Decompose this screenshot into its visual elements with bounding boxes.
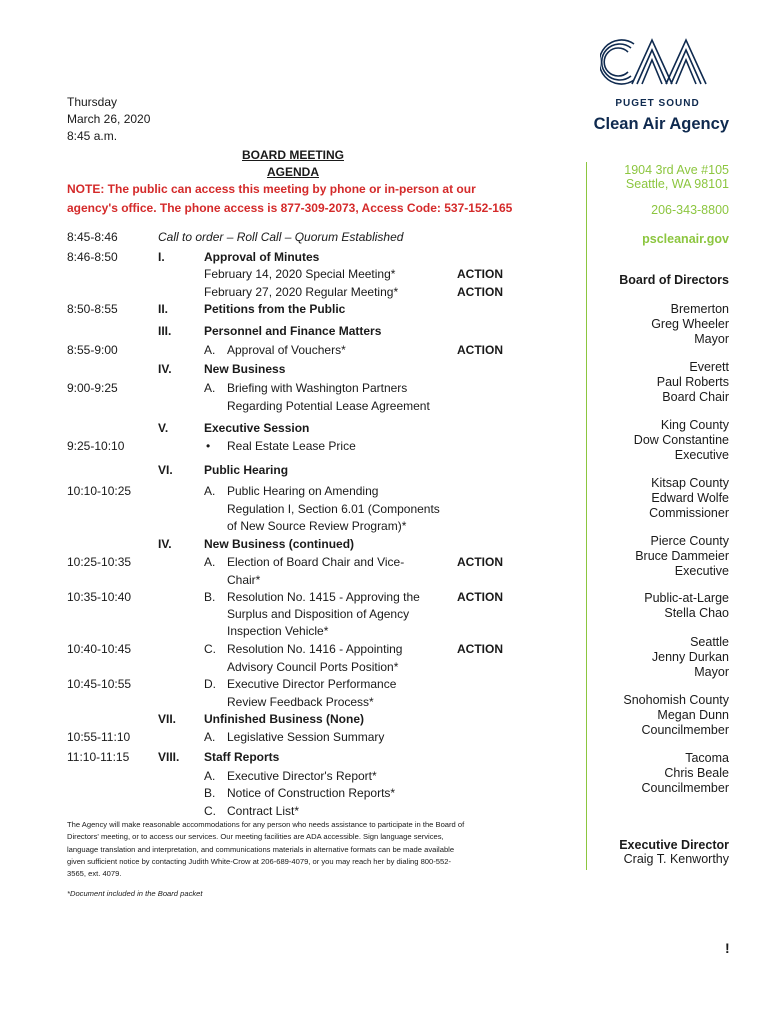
agenda-item-text: Regulation I, Section 6.01 (Components [227,502,440,516]
action-label: ACTION [457,343,503,357]
executive-director-name: Craig T. Kenworthy [623,852,729,866]
agenda-time: 10:45-10:55 [67,677,132,691]
board-member-place: Bremerton [670,302,729,316]
logo-agency-name: Clean Air Agency [593,115,729,133]
call-to-order-time: 8:45-8:46 [67,230,118,244]
action-label: ACTION [457,267,503,281]
agenda-item-text: Resolution No. 1416 - Appointing [227,642,403,656]
board-members [596,0,729,900]
board-member-place: Seattle [690,635,729,649]
board-member-role: Mayor [694,332,729,346]
agenda-section-number: V. [158,421,169,435]
board-member-name: Chris Beale [664,766,729,780]
agenda-time: 8:46-8:50 [67,250,118,264]
board-member-role: Commissioner [649,506,729,520]
board-member-name: Dow Constantine [633,433,729,447]
agenda-item-text: Legislative Session Summary [227,730,385,744]
agenda-item-letter: A. [204,730,216,744]
agenda-section-number: III. [158,324,172,338]
website-link[interactable]: pscleanair.gov [642,232,729,246]
agenda-time: 10:55-11:10 [67,730,131,744]
agenda-item-letter: C. [204,804,216,818]
public-access-note-line2: agency's office. The phone access is 877-309-2073, Access Code: 537-152-165 [67,201,513,215]
board-member-place: King County [660,418,729,432]
agenda-item-letter: A. [204,381,216,395]
agenda-section-number: IV. [158,537,172,551]
agenda-section-number: I. [158,250,165,264]
agenda-item-text: Advisory Council Ports Position* [227,660,399,674]
agenda-item-text: Executive Director Performance [227,677,397,691]
page-subtitle: AGENDA [266,165,319,179]
agenda-item-text: Regarding Potential Lease Agreement [227,399,430,413]
agenda-section-title: Public Hearing [204,463,289,477]
agenda-time: 10:35-10:40 [67,590,132,604]
agenda-section-title: Personnel and Finance Matters [204,324,382,338]
board-heading: Board of Directors [619,273,729,287]
agenda-item-letter: A. [204,484,216,498]
document-footnote: *Document included in the Board packet [67,889,203,898]
agenda-item-text: Approval of Vouchers* [227,343,346,357]
agenda-item-letter: B. [204,786,216,800]
agenda-item-letter: C. [204,642,216,656]
agenda-section-title: Approval of Minutes [204,250,320,264]
address-line1: 1904 3rd Ave #105 [624,163,729,177]
meeting-day: Thursday [67,95,118,109]
meeting-time: 8:45 a.m. [67,129,118,143]
board-member-place: Public-at-Large [644,591,729,605]
agenda-time: 10:25-10:35 [67,555,132,569]
agenda-section-number: IV. [158,362,172,376]
agenda-item-text: Chair* [227,573,261,587]
board-member-place: Snohomish County [623,693,729,707]
board-member-place: Tacoma [685,751,729,765]
board-member-role: Mayor [694,665,729,679]
action-label: ACTION [457,590,503,604]
page-mark: ! [725,940,730,956]
board-member-name: Edward Wolfe [651,491,729,505]
agenda-item-text: Review Feedback Process* [227,695,374,709]
action-label: ACTION [457,285,503,299]
action-label: ACTION [457,555,503,569]
agenda-item-letter: D. [204,677,216,691]
board-member-name: Megan Dunn [657,708,729,722]
agenda-section-title: Unfinished Business (None) [204,712,365,726]
agenda-time: 10:10-10:25 [67,484,132,498]
agenda-item-text: Contract List* [227,804,300,818]
agenda-time: 9:25-10:10 [67,439,125,453]
accommodation-line: The Agency will make reasonable accommodations for any person who needs assistance to participate in the Board of [67,820,465,829]
address-line2: Seattle, WA 98101 [625,177,729,191]
agenda-item-text: Executive Director's Report* [227,769,377,783]
board-member-place: Everett [689,360,729,374]
board-member-place: Kitsap County [651,476,729,490]
board-member-name: Bruce Dammeier [635,549,729,563]
accommodation-line: Directors' meeting, or to access our services. Our meeting facilities are ADA accessible. Sign language services, [67,832,444,842]
agenda-section-number: VI. [158,463,173,477]
accommodation-line: 3565, ext. 4079. [67,869,122,879]
agenda-time: 8:50-8:55 [67,302,118,316]
agenda-item-letter: A. [204,555,216,569]
agenda-time: 10:40-10:45 [67,642,132,656]
board-member-role: Executive [674,448,729,462]
agenda-item-text: Inspection Vehicle* [227,624,329,638]
agenda-section-title: Executive Session [204,421,310,435]
agenda-section-number: VIII. [158,750,180,764]
agenda-section-number: VII. [158,712,177,726]
agenda-item-text: Public Hearing on Amending [227,484,379,498]
board-member-role: Executive [674,564,729,578]
agenda-item-letter: B. [204,590,216,604]
agenda-section-title: Petitions from the Public [204,302,346,316]
board-member-name: Greg Wheeler [651,317,729,331]
agenda-section-title: New Business [204,362,286,376]
agenda-section-number: II. [158,302,169,316]
sidebar-divider [586,162,587,870]
board-member-place: Pierce County [650,534,729,548]
board-member-name: Paul Roberts [656,375,729,389]
agenda-time: 8:55-9:00 [67,343,118,357]
action-label: ACTION [457,642,503,656]
accommodation-line: given sufficient notice by contacting Judith White-Crow at 206-689-4079, or you may reach her by dialing 800-552- [67,856,451,866]
agenda-item-letter: A. [204,769,216,783]
agenda-item-text: Surplus and Disposition of Agency [227,607,410,621]
agenda-item-letter: A. [204,343,216,357]
phone-number: 206-343-8800 [651,203,729,217]
agenda-item-text: Real Estate Lease Price [227,439,356,453]
accommodation-line: language translation and interpretation, and communications materials in alternative formats can be made available [67,844,455,854]
agenda-item-text: of New Source Review Program)* [227,519,407,533]
agenda-item-text: February 27, 2020 Regular Meeting* [204,285,399,299]
agenda-item-text: February 14, 2020 Special Meeting* [204,267,396,281]
board-member-name: Stella Chao [664,606,729,620]
accommodation-notice [67,819,527,880]
meeting-date: March 26, 2020 [67,112,151,126]
executive-director-heading: Executive Director [619,838,729,852]
call-to-order-text: Call to order – Roll Call – Quorum Established [158,230,404,244]
agenda-item-text: Briefing with Washington Partners [227,381,408,395]
board-member-role: Councilmember [641,781,729,795]
agenda-item-text: Notice of Construction Reports* [227,786,396,800]
agenda-time: 11:10-11:15 [67,750,130,764]
agenda-time: 9:00-9:25 [67,381,118,395]
board-member-role: Board Chair [662,390,729,404]
logo-region: PUGET SOUND [615,98,700,109]
agenda-section-title: New Business (continued) [204,537,355,551]
board-member-name: Jenny Durkan [651,650,729,664]
board-member-role: Councilmember [641,723,729,737]
agenda-item-letter: • [206,439,211,453]
page-title: BOARD MEETING [242,148,344,162]
agenda-section-title: Staff Reports [204,750,280,764]
agenda-item-text: Resolution No. 1415 - Approving the [227,590,420,604]
public-access-note-line1: NOTE: The public can access this meeting by phone or in-person at our [67,182,476,196]
agenda-item-text: Election of Board Chair and Vice- [227,555,405,569]
